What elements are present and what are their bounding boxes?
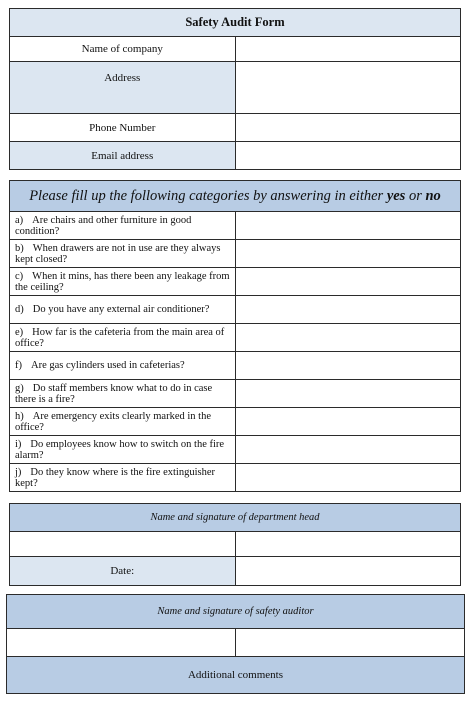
question-row bbox=[10, 296, 461, 324]
department-head-table bbox=[9, 503, 461, 586]
question-row bbox=[10, 436, 461, 464]
questions-header-no: no bbox=[425, 187, 441, 204]
answer-field[interactable] bbox=[235, 464, 461, 492]
email-address-label: Email address bbox=[10, 142, 236, 170]
question-row bbox=[10, 212, 461, 240]
question-row bbox=[10, 380, 461, 408]
question-text bbox=[10, 352, 236, 380]
questions-header bbox=[10, 181, 461, 212]
question-letter: e) bbox=[15, 326, 24, 338]
question-letter: j) bbox=[15, 466, 22, 478]
answer-field[interactable] bbox=[235, 436, 461, 464]
form-title: Safety Audit Form bbox=[10, 9, 461, 37]
answer-field[interactable] bbox=[235, 324, 461, 352]
company-info-table bbox=[9, 8, 461, 170]
date-field[interactable] bbox=[235, 557, 461, 586]
question-text bbox=[10, 268, 236, 296]
questions-table bbox=[9, 180, 461, 492]
department-head-header: Name and signature of department head bbox=[10, 504, 461, 532]
question-row bbox=[10, 324, 461, 352]
department-head-name-field[interactable] bbox=[10, 532, 236, 557]
question-text bbox=[10, 436, 236, 464]
question-label: When drawers are not in use are they always kept closed? bbox=[15, 242, 221, 265]
question-text bbox=[10, 380, 236, 408]
question-text bbox=[10, 212, 236, 240]
question-letter: i) bbox=[15, 438, 22, 450]
question-text bbox=[10, 240, 236, 268]
question-letter: g) bbox=[15, 382, 24, 394]
answer-field[interactable] bbox=[235, 212, 461, 240]
question-letter: b) bbox=[15, 242, 24, 254]
question-row bbox=[10, 408, 461, 436]
company-name-label: Name of company bbox=[10, 37, 236, 62]
safety-auditor-name-field[interactable] bbox=[7, 629, 236, 657]
company-name-field[interactable] bbox=[235, 37, 461, 62]
date-label: Date: bbox=[10, 557, 236, 586]
questions-header-or: or bbox=[405, 187, 426, 204]
additional-comments-label: Additional comments bbox=[7, 657, 465, 694]
question-text bbox=[10, 464, 236, 492]
phone-number-field[interactable] bbox=[235, 114, 461, 142]
question-letter: c) bbox=[15, 270, 24, 282]
question-text bbox=[10, 408, 236, 436]
question-letter: h) bbox=[15, 410, 24, 422]
question-label: Do you have any external air conditioner? bbox=[32, 304, 210, 315]
question-label: Do they know where is the fire extinguisher kept? bbox=[15, 466, 215, 489]
question-label: How far is the cafeteria from the main area of office? bbox=[15, 326, 225, 349]
address-field[interactable] bbox=[235, 62, 461, 114]
answer-field[interactable] bbox=[235, 268, 461, 296]
question-row bbox=[10, 240, 461, 268]
question-label: Do employees know how to switch on the fire alarm? bbox=[15, 438, 225, 461]
answer-field[interactable] bbox=[235, 296, 461, 324]
phone-number-label: Phone Number bbox=[10, 114, 236, 142]
questions-header-yes: yes bbox=[386, 187, 406, 204]
question-label: When it mins, has there been any leakage from the ceiling? bbox=[15, 270, 230, 293]
question-row bbox=[10, 464, 461, 492]
safety-auditor-signature-field[interactable] bbox=[236, 629, 465, 657]
question-label: Do staff members know what to do in case there is a fire? bbox=[15, 382, 213, 405]
answer-field[interactable] bbox=[235, 380, 461, 408]
answer-field[interactable] bbox=[235, 352, 461, 380]
question-row bbox=[10, 268, 461, 296]
question-text bbox=[10, 296, 236, 324]
question-letter: f) bbox=[15, 360, 22, 371]
question-label: Are gas cylinders used in cafeterias? bbox=[31, 360, 185, 371]
question-letter: d) bbox=[15, 304, 24, 315]
question-label: Are emergency exits clearly marked in the office? bbox=[15, 410, 211, 433]
question-letter: a) bbox=[15, 214, 24, 226]
safety-auditor-header: Name and signature of safety auditor bbox=[7, 595, 465, 629]
safety-auditor-table bbox=[6, 594, 465, 694]
questions-header-prefix: Please fill up the following categories by answering in either bbox=[29, 187, 387, 204]
question-text bbox=[10, 324, 236, 352]
answer-field[interactable] bbox=[235, 408, 461, 436]
question-row bbox=[10, 352, 461, 380]
answer-field[interactable] bbox=[235, 240, 461, 268]
email-address-field[interactable] bbox=[235, 142, 461, 170]
department-head-signature-field[interactable] bbox=[235, 532, 461, 557]
address-label: Address bbox=[10, 62, 236, 114]
question-label: Are chairs and other furniture in good condition? bbox=[15, 214, 192, 237]
